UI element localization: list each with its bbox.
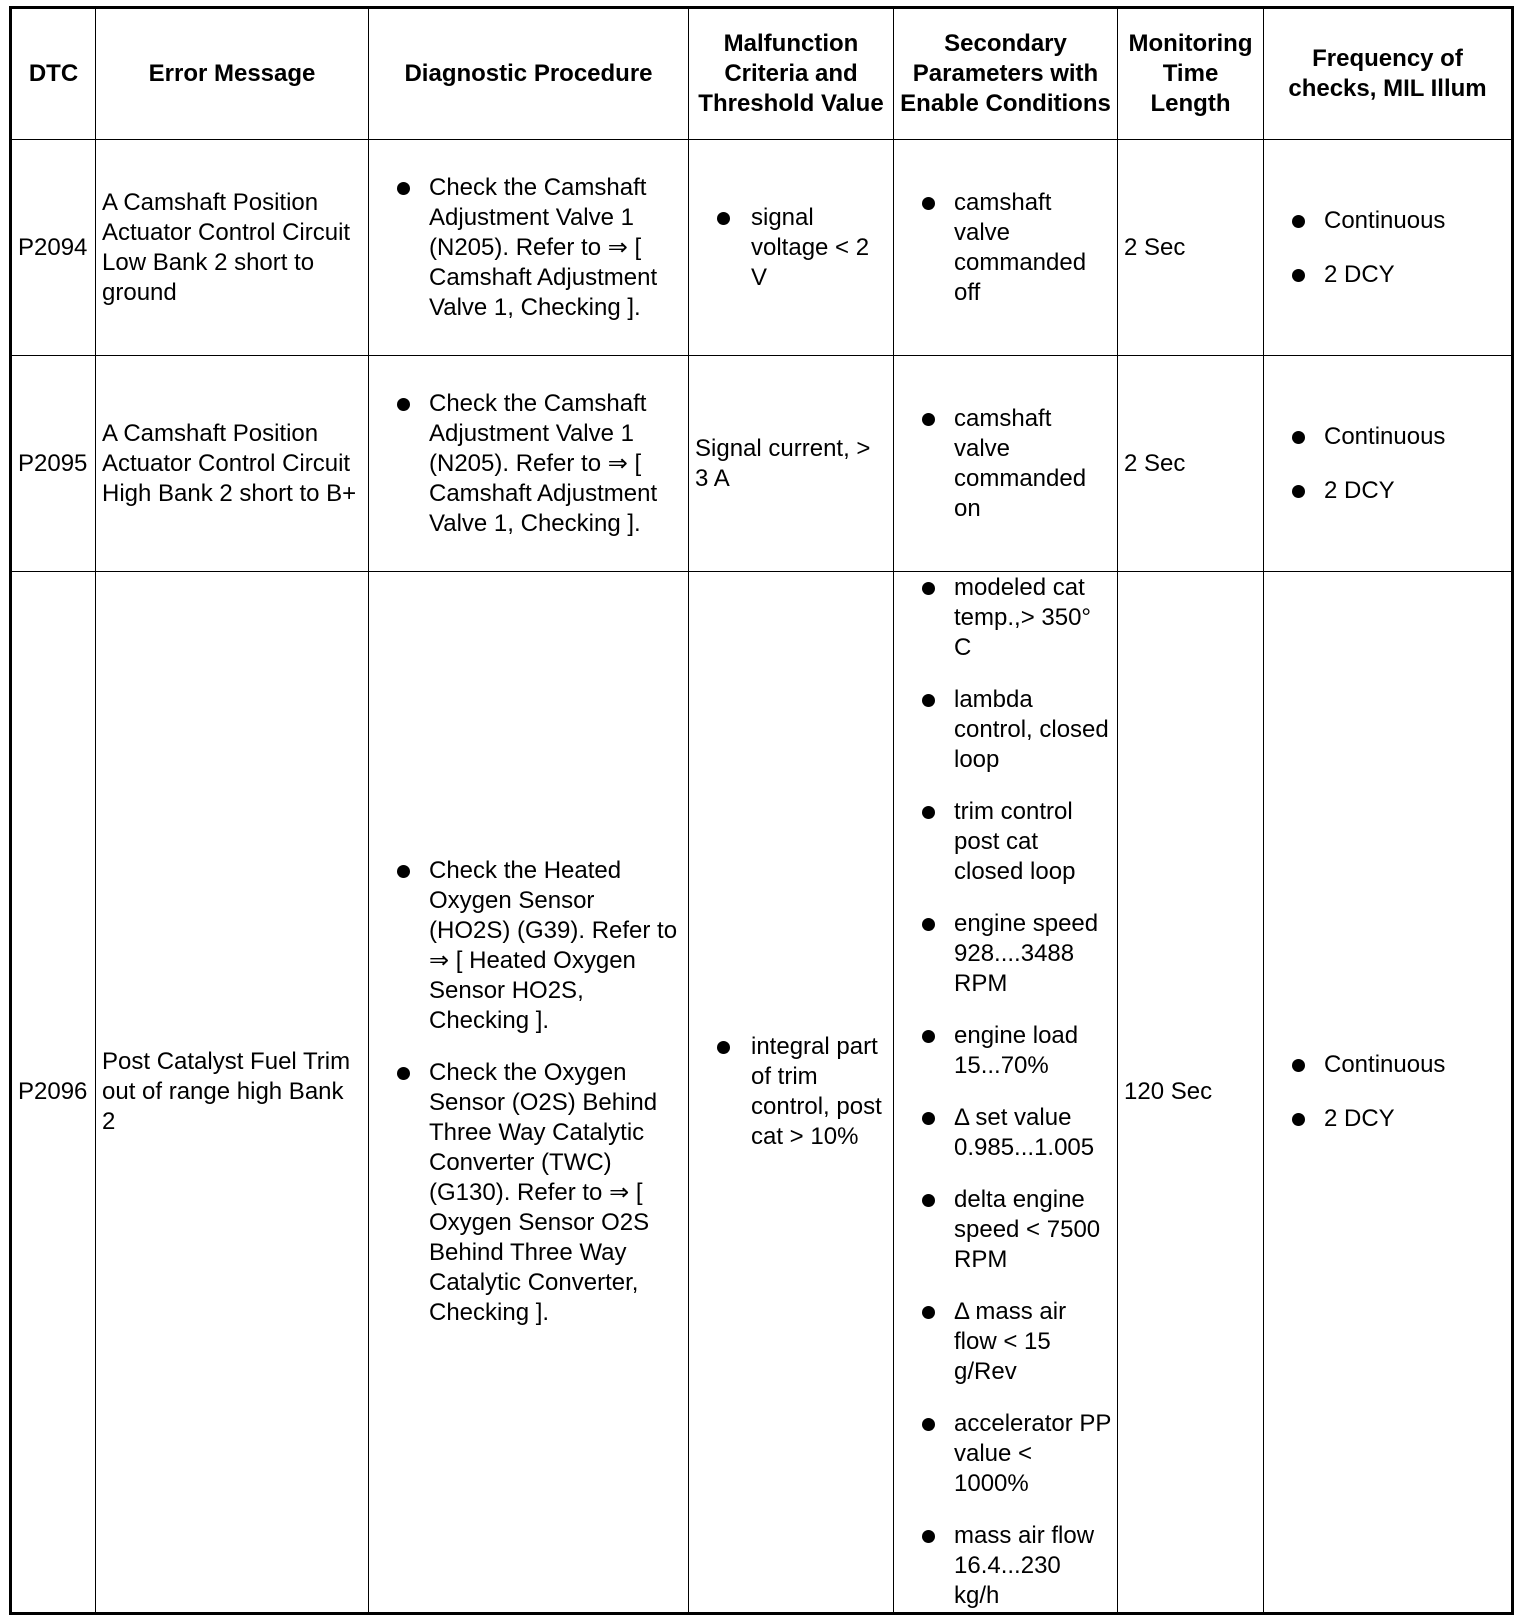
malfunction-criteria xyxy=(689,140,894,356)
frequency xyxy=(1264,140,1513,356)
secondary-item: engine load 15...70% xyxy=(900,1021,1111,1081)
frequency-item: Continuous xyxy=(1270,422,1505,452)
header-secondary-parameters: Secondary Parameters with Enable Conditions xyxy=(894,8,1118,140)
secondary-parameters xyxy=(894,572,1118,1614)
error-message: A Camshaft Position Actuator Control Circuit Low Bank 2 short to ground xyxy=(96,140,369,356)
dtc-code: P2096 xyxy=(11,572,96,1614)
monitoring-time: 120 Sec xyxy=(1118,572,1264,1614)
secondary-item: engine speed 928....3488 RPM xyxy=(900,909,1111,999)
header-frequency: Frequency of checks, MIL Illum xyxy=(1264,8,1513,140)
monitoring-time: 2 Sec xyxy=(1118,140,1264,356)
header-diagnostic-procedure: Diagnostic Procedure xyxy=(369,8,689,140)
frequency-item: 2 DCY xyxy=(1270,1104,1505,1134)
secondary-item: Δ mass air flow < 15 g/Rev xyxy=(900,1297,1111,1387)
header-row xyxy=(11,8,1513,140)
secondary-item: delta engine speed < 7500 RPM xyxy=(900,1185,1111,1275)
secondary-parameters xyxy=(894,140,1118,356)
procedure-item: Check the Camshaft Adjustment Valve 1 (N205). Refer to ⇒ [ Camshaft Adjustment Valve 1, Checking ]. xyxy=(375,389,682,539)
secondary-item: lambda control, closed loop xyxy=(900,685,1111,775)
malfunction-criteria: Signal current, > 3 A xyxy=(689,356,894,572)
procedure-item: Check the Camshaft Adjustment Valve 1 (N205). Refer to ⇒ [ Camshaft Adjustment Valve 1, Checking ]. xyxy=(375,173,682,323)
frequency-item: Continuous xyxy=(1270,206,1505,236)
diagnostic-procedure xyxy=(369,572,689,1614)
header-dtc: DTC xyxy=(11,8,96,140)
frequency xyxy=(1264,572,1513,1614)
header-malfunction-criteria: Malfunction Criteria and Threshold Value xyxy=(689,8,894,140)
dtc-table xyxy=(9,6,1514,1615)
table-row xyxy=(11,140,1513,356)
header-monitoring-time: Monitoring Time Length xyxy=(1118,8,1264,140)
secondary-item: accelerator PP value < 1000% xyxy=(900,1409,1111,1499)
criteria-item: integral part of trim control, post cat > 10% xyxy=(695,1032,887,1152)
procedure-item: Check the Oxygen Sensor (O2S) Behind Three Way Catalytic Converter (TWC) (G130). Refer to ⇒ [ Oxygen Sensor O2S Behind Three Way Catalytic Converter, Checking ]. xyxy=(375,1058,682,1328)
secondary-item: trim control post cat closed loop xyxy=(900,797,1111,887)
frequency-item: Continuous xyxy=(1270,1050,1505,1080)
frequency-item: 2 DCY xyxy=(1270,476,1505,506)
secondary-item: camshaft valve commanded on xyxy=(900,404,1111,524)
malfunction-criteria xyxy=(689,572,894,1614)
monitoring-time: 2 Sec xyxy=(1118,356,1264,572)
diagnostic-procedure xyxy=(369,356,689,572)
procedure-item: Check the Heated Oxygen Sensor (HO2S) (G39). Refer to ⇒ [ Heated Oxygen Sensor HO2S, Checking ]. xyxy=(375,856,682,1036)
frequency xyxy=(1264,356,1513,572)
frequency-item: 2 DCY xyxy=(1270,260,1505,290)
secondary-item: camshaft valve commanded off xyxy=(900,188,1111,308)
error-message: Post Catalyst Fuel Trim out of range high Bank 2 xyxy=(96,572,369,1614)
secondary-item: mass air flow 16.4...230 kg/h xyxy=(900,1521,1111,1611)
header-error-message: Error Message xyxy=(96,8,369,140)
dtc-code: P2094 xyxy=(11,140,96,356)
diagnostic-procedure xyxy=(369,140,689,356)
secondary-item: modeled cat temp.,> 350° C xyxy=(900,573,1111,663)
criteria-item: signal voltage < 2 V xyxy=(695,203,887,293)
error-message: A Camshaft Position Actuator Control Circuit High Bank 2 short to B+ xyxy=(96,356,369,572)
secondary-parameters xyxy=(894,356,1118,572)
dtc-code: P2095 xyxy=(11,356,96,572)
secondary-item: Δ set value 0.985...1.005 xyxy=(900,1103,1111,1163)
table-row xyxy=(11,572,1513,1614)
table-row xyxy=(11,356,1513,572)
